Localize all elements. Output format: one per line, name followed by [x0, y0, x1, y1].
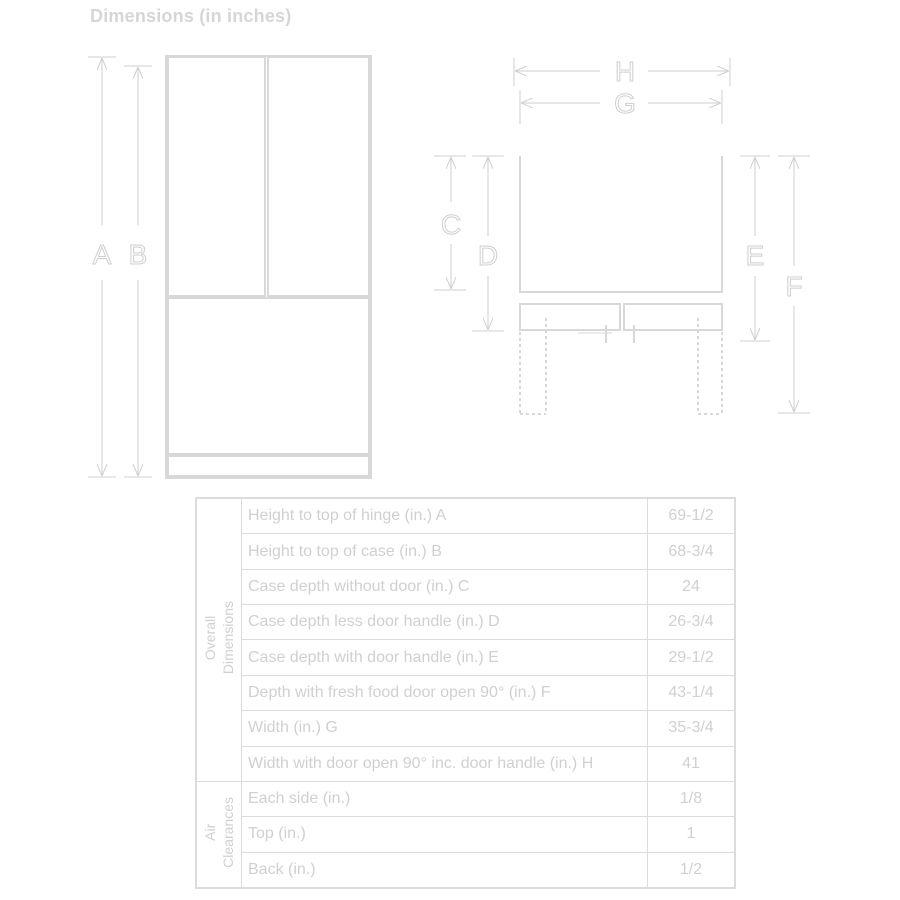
row-label: Case depth without door (in.) C	[242, 569, 648, 604]
label-e: E	[745, 240, 765, 271]
label-g: G	[614, 88, 636, 119]
label-c: C	[440, 209, 462, 240]
row-label: Height to top of case (in.) B	[242, 534, 648, 569]
case-outline	[520, 156, 722, 292]
table-row	[196, 746, 735, 781]
table-row	[196, 605, 735, 640]
door-swing-dashes	[520, 318, 722, 414]
group-label	[196, 781, 242, 888]
table-row	[196, 569, 735, 604]
dimension-b	[124, 66, 152, 477]
table-row	[196, 817, 735, 852]
row-label: Height to top of hinge (in.) A	[242, 498, 648, 534]
left-fresh-food-door	[168, 57, 265, 296]
front-view	[166, 56, 371, 478]
row-value: 35-3/4	[648, 711, 736, 746]
row-value: 24	[648, 569, 736, 604]
label-a: A	[92, 239, 112, 270]
row-value: 29-1/2	[648, 640, 736, 675]
top-view	[520, 156, 722, 330]
group-label-line: Clearances	[220, 796, 236, 868]
row-value: 26-3/4	[648, 605, 736, 640]
label-b: B	[128, 239, 148, 270]
row-label: Width with door open 90° inc. door handle (in.) H	[242, 746, 648, 781]
row-value: 1	[648, 817, 736, 852]
row-label: Top (in.)	[242, 817, 648, 852]
table-row	[196, 852, 735, 888]
row-value: 43-1/4	[648, 675, 736, 710]
row-value: 41	[648, 746, 736, 781]
row-label: Width (in.) G	[242, 711, 648, 746]
table-row	[196, 640, 735, 675]
table-row	[196, 498, 735, 534]
group-label-line: Dimensions	[220, 600, 236, 674]
dimensions-table	[195, 497, 736, 889]
row-value: 1/2	[648, 852, 736, 888]
table-row	[196, 534, 735, 569]
row-label: Each side (in.)	[242, 781, 648, 816]
right-door-top	[624, 304, 722, 330]
group-label	[196, 498, 242, 781]
label-f: F	[785, 271, 803, 302]
row-label: Case depth with door handle (in.) E	[242, 640, 648, 675]
row-value: 68-3/4	[648, 534, 736, 569]
page-title: Dimensions (in inches)	[90, 6, 292, 26]
group-label-line: Overall	[202, 615, 218, 660]
row-label: Depth with fresh food door open 90° (in.) F	[242, 675, 648, 710]
table-row	[196, 781, 735, 816]
label-d: D	[477, 240, 499, 271]
group-label-line: Air	[202, 823, 218, 841]
door-handles	[578, 325, 634, 343]
row-value: 1/8	[648, 781, 736, 816]
label-h: H	[614, 56, 636, 87]
right-fresh-food-door	[268, 57, 369, 296]
table-row	[196, 675, 735, 710]
row-label: Back (in.)	[242, 852, 648, 888]
freezer-drawer	[168, 298, 369, 454]
toe-kick	[168, 456, 369, 476]
row-value: 69-1/2	[648, 498, 736, 534]
row-label: Case depth less door handle (in.) D	[242, 605, 648, 640]
table-row	[196, 711, 735, 746]
